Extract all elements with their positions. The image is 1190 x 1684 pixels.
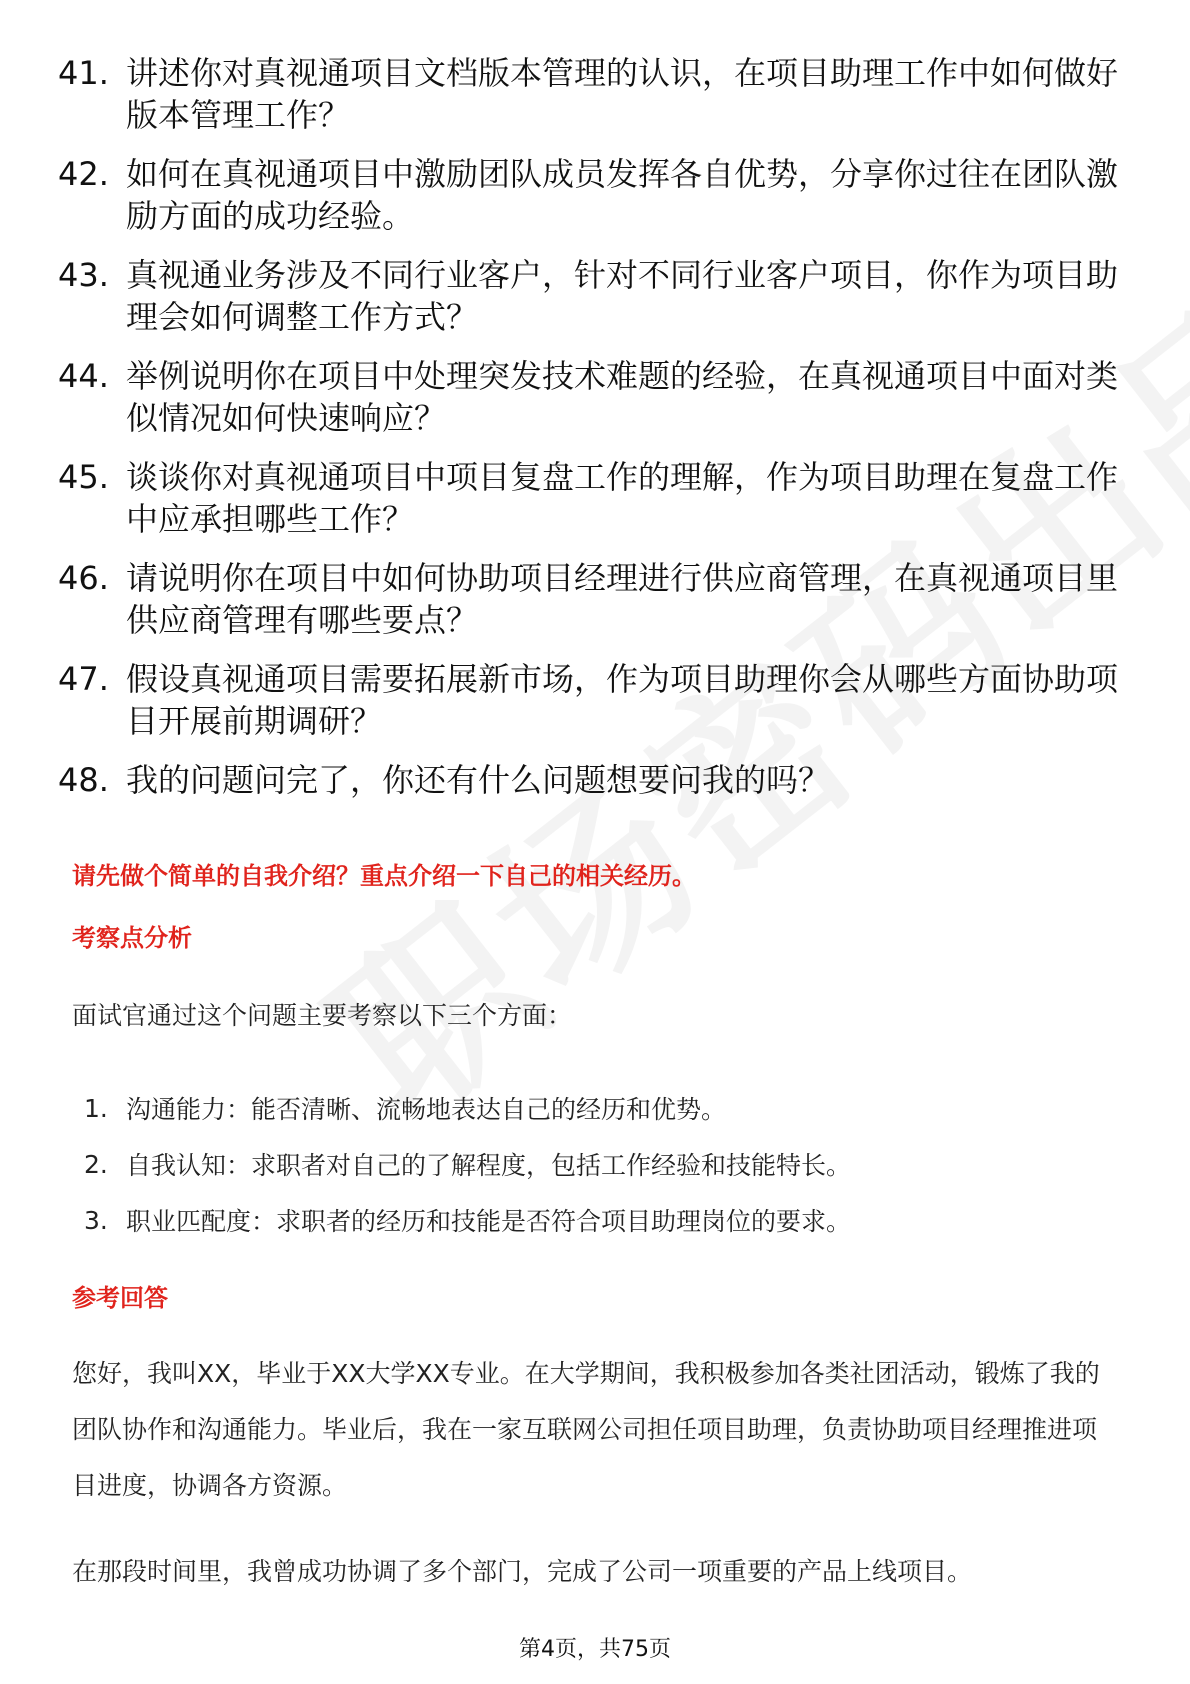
- highlight-question: 请先做个简单的自我介绍？重点介绍一下自己的相关经历。: [72, 862, 696, 890]
- analysis-point: [84, 1192, 1104, 1248]
- question-list: [58, 52, 1118, 818]
- answer-paragraph: 您好，我叫XX，毕业于XX大学XX专业。在大学期间，我积极参加各类社团活动，锻炼了我的团队协作和沟通能力。毕业后，我在一家互联网公司担任项目助理，负责协助项目经理推进项目进度，协调各方资源。: [72, 1359, 1100, 1500]
- question-number: 43.: [58, 256, 109, 294]
- question-number: 45.: [58, 458, 109, 496]
- point-text: 自我认知：求职者对自己的了解程度，包括工作经验和技能特长。: [126, 1151, 852, 1180]
- question-number: 48.: [58, 761, 109, 799]
- question-item: [58, 759, 1118, 801]
- point-text: 沟通能力：能否清晰、流畅地表达自己的经历和优势。: [126, 1095, 727, 1124]
- question-item: [58, 557, 1118, 641]
- analysis-intro: 面试官通过这个问题主要考察以下三个方面：: [72, 1001, 573, 1030]
- analysis-heading: 考察点分析: [72, 924, 192, 952]
- point-number: 2.: [84, 1149, 108, 1179]
- question-item: [58, 658, 1118, 742]
- question-number: 41.: [58, 54, 109, 92]
- question-text: 请说明你在项目中如何协助项目经理进行供应商管理，在真视通项目里供应商管理有哪些要点？: [126, 559, 1119, 639]
- question-text: 举例说明你在项目中处理突发技术难题的经验，在真视通项目中面对类似情况如何快速响应？: [126, 357, 1119, 437]
- question-text: 真视通业务涉及不同行业客户，针对不同行业客户项目，你作为项目助理会如何调整工作方式？: [126, 256, 1119, 336]
- question-item: [58, 254, 1118, 338]
- question-item: [58, 456, 1118, 540]
- answer-paragraph: 在那段时间里，我曾成功协调了多个部门，完成了公司一项重要的产品上线项目。: [72, 1557, 973, 1586]
- question-text: 讲述你对真视通项目文档版本管理的认识，在项目助理工作中如何做好版本管理工作？: [126, 54, 1119, 134]
- analysis-points: [84, 1080, 1104, 1248]
- question-text: 假设真视通项目需要拓展新市场，作为项目助理你会从哪些方面协助项目开展前期调研？: [126, 660, 1119, 740]
- analysis-point: [84, 1136, 1104, 1192]
- question-text: 我的问题问完了，你还有什么问题想要问我的吗？: [126, 761, 831, 799]
- page-footer: 第4页，共75页: [519, 1637, 671, 1662]
- answer-heading: 参考回答: [72, 1284, 168, 1312]
- analysis-point: [84, 1080, 1104, 1136]
- question-item: [58, 52, 1118, 136]
- question-number: 46.: [58, 559, 109, 597]
- point-number: 1.: [84, 1093, 108, 1123]
- question-number: 42.: [58, 155, 109, 193]
- question-item: [58, 355, 1118, 439]
- question-item: [58, 153, 1118, 237]
- question-text: 如何在真视通项目中激励团队成员发挥各自优势，分享你过往在团队激励方面的成功经验。: [126, 155, 1119, 235]
- point-number: 3.: [84, 1205, 108, 1235]
- question-text: 谈谈你对真视通项目中项目复盘工作的理解，作为项目助理在复盘工作中应承担哪些工作？: [126, 458, 1119, 538]
- question-number: 44.: [58, 357, 109, 395]
- point-text: 职业匹配度：求职者的经历和技能是否符合项目助理岗位的要求。: [126, 1207, 852, 1236]
- question-number: 47.: [58, 660, 109, 698]
